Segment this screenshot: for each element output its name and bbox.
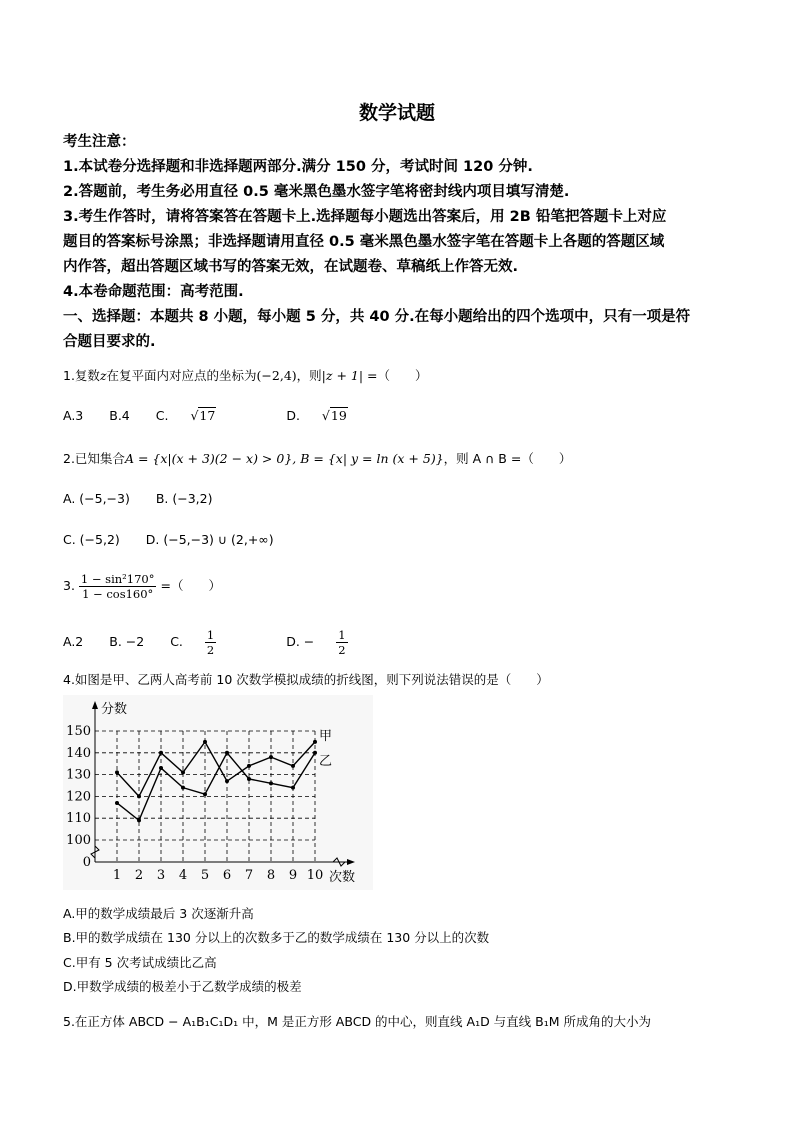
- notice-item-3-cont2: 内作答，超出答题区域书写的答案无效，在试题卷、草稿纸上作答无效.: [63, 259, 519, 275]
- q3-option-b: B. −2: [109, 634, 145, 649]
- sqrt-symbol: √17: [190, 408, 216, 423]
- q3-option-c-frac: [205, 628, 238, 657]
- q1-expr: |z + 1| =: [321, 368, 378, 383]
- data-point: [247, 764, 251, 768]
- y-axis-label: 分数: [101, 702, 128, 717]
- x-tick-label: 9: [288, 868, 298, 883]
- data-point: [313, 751, 317, 755]
- q2-option-b: B. (−3,2): [155, 491, 213, 506]
- question-2-options-row1: [63, 491, 234, 506]
- q4-option-b: B.甲的数学成绩在 130 分以上的次数多于乙的数学成绩在 130 分以上的次数: [63, 930, 490, 945]
- data-point: [115, 801, 119, 805]
- question-5-stem: 5.在正方体 ABCD − A₁B₁C₁D₁ 中，M 是正方形 ABCD 的中心，则直线 A₁D 与直线 B₁M 所成角的大小为: [63, 1014, 651, 1029]
- q2-set-a: A = {x|(x + 3)(2 − x) > 0}: [124, 451, 293, 466]
- q4-option-a: A.甲的数学成绩最后 3 次逐渐升高: [63, 906, 254, 921]
- y-tick-label: 100: [66, 833, 91, 848]
- q1-option-d-radicand: 19: [330, 408, 347, 423]
- q2-option-d: D. (−5,−3) ∪ (2,+∞): [145, 532, 274, 547]
- data-point: [137, 818, 141, 822]
- x-tick-label: 1: [112, 868, 122, 883]
- notice-item-4: 4.本卷命题范围：高考范围.: [63, 284, 244, 300]
- q3-denominator: 1 − cos160°: [82, 587, 154, 601]
- question-3-stem: [63, 572, 221, 601]
- x-tick-label: 10: [306, 868, 324, 883]
- q1-text-2: 在复平面内对应点的坐标为: [106, 368, 257, 383]
- q4-option-c: C.甲有 5 次考试成绩比乙高: [63, 955, 217, 970]
- q1-text-3: ，则: [296, 368, 322, 383]
- q1-option-c-radicand: 17: [199, 408, 216, 423]
- section-heading: 一、选择题：本题共 8 小题，每小题 5 分，共 40 分.在每小题给出的四个选项中，只有一项是符: [63, 309, 691, 325]
- q3-option-d-label: D. −: [286, 634, 315, 649]
- data-point: [247, 777, 251, 781]
- data-point: [291, 764, 295, 768]
- x-axis-label: 次数: [329, 870, 356, 885]
- x-tick-label: 5: [200, 868, 210, 883]
- q3-paren: （ ）: [170, 578, 221, 593]
- q1-coord: (−2,4): [256, 368, 297, 383]
- line-chart: [63, 695, 373, 890]
- sqrt-symbol: √19: [321, 408, 347, 423]
- q2-text: 2.已知集合: [63, 451, 125, 466]
- data-point: [137, 794, 141, 798]
- series-label-2: 乙: [319, 753, 333, 769]
- data-point: [269, 781, 273, 785]
- q3-option-d: [286, 628, 391, 657]
- data-point: [159, 766, 163, 770]
- question-2-stem: [63, 449, 571, 467]
- notice-item-3: 3.考生作答时，请将答案答在答题卡上.选择题每小题选出答案后，用 2B 铅笔把答题卡上对应: [63, 209, 667, 225]
- q4-option-d: D.甲数学成绩的极差小于乙数学成绩的极差: [63, 979, 302, 994]
- x-tick-label: 8: [266, 868, 276, 883]
- q1-option-c-label: C.: [155, 408, 169, 423]
- q1-option-b: B.4: [109, 408, 130, 423]
- question-3-options: [63, 628, 414, 657]
- q1-option-d: [286, 408, 391, 423]
- section-heading-cont: 合题目要求的.: [63, 334, 156, 350]
- x-tick-label: 3: [156, 868, 166, 883]
- q1-option-a: A.3: [63, 408, 84, 423]
- series-label-1: 甲: [319, 728, 333, 744]
- data-point: [203, 792, 207, 796]
- q2-option-a: A. (−5,−3): [63, 491, 130, 506]
- q2-tail: ，则 A ∩ B =: [443, 451, 522, 466]
- q3-option-c-label: C.: [170, 634, 183, 649]
- data-point: [115, 770, 119, 774]
- q2-set-b: , B = {x| y = ln (x + 5)}: [292, 451, 444, 466]
- q3-option-a: A.2: [63, 634, 84, 649]
- q3-option-d-frac: [336, 628, 369, 657]
- q3-d-num: 1: [338, 628, 346, 642]
- q3-c-den: 2: [206, 643, 215, 657]
- question-4-stem: 4.如图是甲、乙两人高考前 10 次数学模拟成绩的折线图，则下列说法错误的是（ ）: [63, 672, 549, 687]
- question-1-options: [63, 408, 414, 423]
- y-tick-label: 150: [66, 724, 91, 739]
- data-point: [159, 751, 163, 755]
- q1-var: z: [99, 368, 107, 383]
- chart-background: [63, 695, 373, 890]
- q2-paren: （ ）: [521, 451, 572, 466]
- y-tick-label: 140: [66, 745, 91, 761]
- question-2-options-row2: [63, 532, 296, 547]
- data-point: [203, 740, 207, 744]
- y-tick-label: 120: [66, 789, 91, 805]
- data-point: [225, 751, 229, 755]
- x-tick-label: 4: [178, 868, 188, 883]
- notice-heading: 考生注意：: [63, 134, 136, 150]
- notice-item-2: 2.答题前，考生务必用直径 0.5 毫米黑色墨水签字笔将密封线内项目填写清楚.: [63, 184, 570, 200]
- q1-option-d-label: D.: [286, 408, 300, 423]
- notice-item-3-cont: 题目的答案标号涂黑；非选择题请用直径 0.5 毫米黑色墨水签字笔在答题卡上各题的答题区域: [63, 234, 665, 250]
- q1-paren: （ ）: [377, 368, 428, 383]
- page-title: 数学试题: [358, 102, 435, 124]
- q3-d-den: 2: [338, 643, 346, 657]
- y-tick-label: 0: [82, 855, 91, 870]
- q3-c-num: 1: [206, 628, 215, 642]
- q3-equals: =: [160, 578, 171, 593]
- data-point: [225, 779, 229, 783]
- x-tick-label: 6: [222, 868, 232, 883]
- y-tick-label: 130: [66, 767, 91, 783]
- q2-option-c: C. (−5,2): [63, 532, 120, 547]
- q3-fraction: [79, 572, 157, 601]
- data-point: [269, 755, 273, 759]
- question-1-stem: [63, 366, 428, 384]
- data-point: [291, 786, 295, 790]
- notice-item-1: 1.本试卷分选择题和非选择题两部分.满分 150 分，考试时间 120 分钟.: [63, 159, 533, 175]
- x-tick-label: 2: [134, 868, 144, 883]
- q3-numerator: 1 − sin²170°: [80, 572, 155, 586]
- data-point: [313, 740, 317, 744]
- q1-option-c: [156, 408, 261, 423]
- q3-number: 3.: [63, 578, 75, 593]
- x-tick-label: 7: [244, 868, 254, 883]
- data-point: [181, 786, 185, 790]
- data-point: [181, 770, 185, 774]
- y-tick-label: 110: [66, 811, 91, 827]
- q3-option-c: [170, 628, 260, 657]
- q1-text: 1.复数: [63, 368, 100, 383]
